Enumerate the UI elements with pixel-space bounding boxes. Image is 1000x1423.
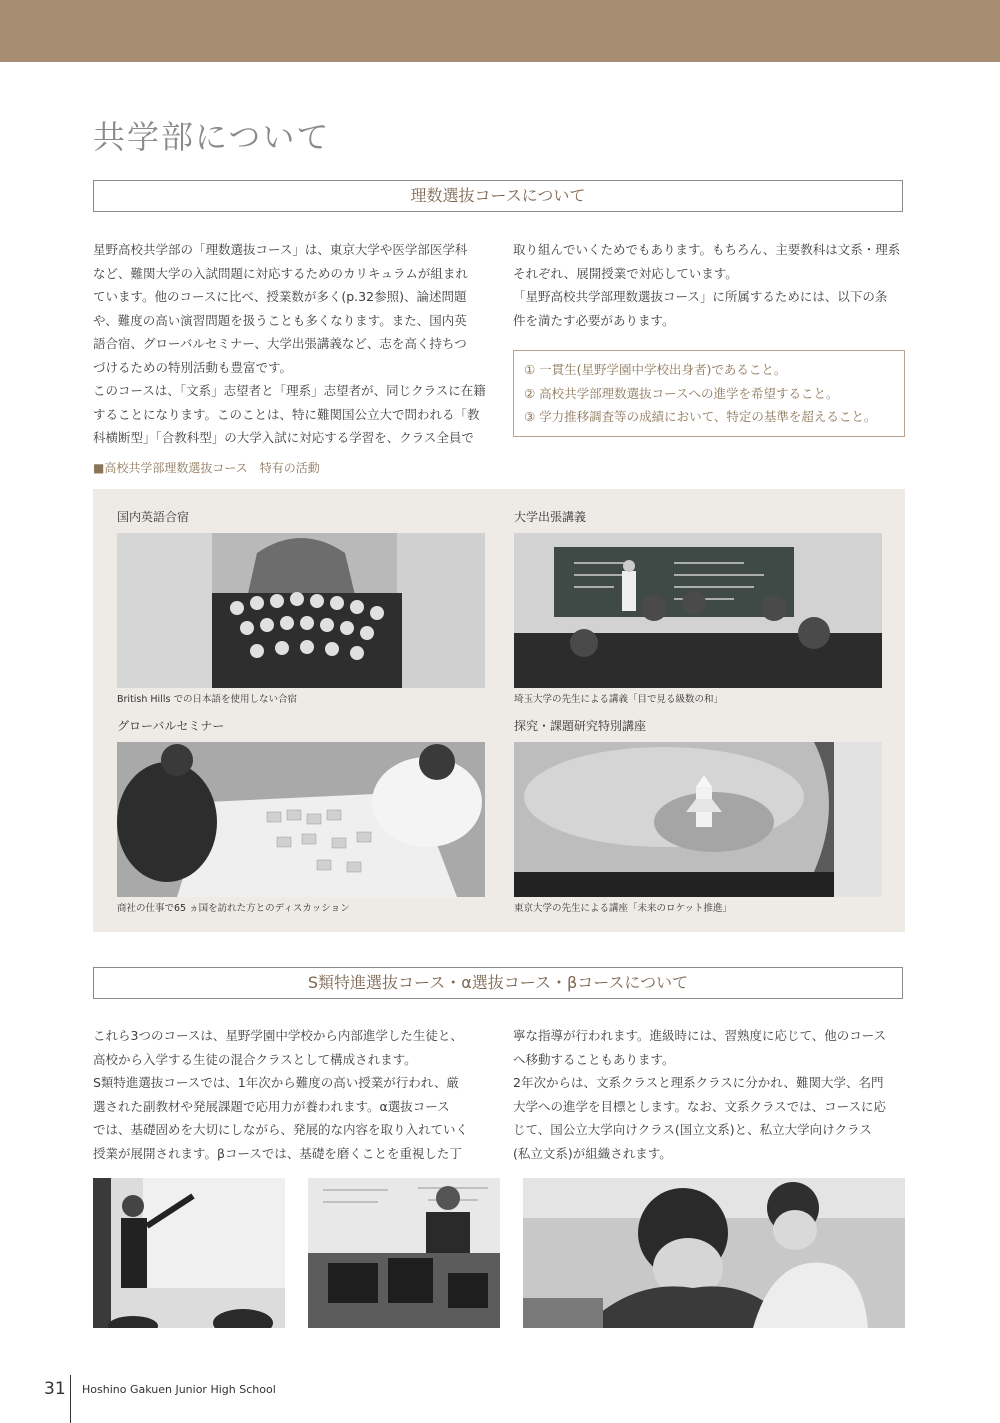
- photo-students-studying: [523, 1178, 905, 1328]
- text-line: 授業が展開されます。βコースでは、基礎を磨くことを重視した丁: [93, 1145, 462, 1161]
- page-title: 共学部について: [93, 118, 331, 156]
- activities-heading: ■高校共学部理数選抜コース 特有の活動: [93, 461, 320, 475]
- text-line: このコースは、「文系」志望者と「理系」志望者が、同じクラスに在籍: [93, 383, 486, 398]
- text-line: づけるための特別活動も豊富です。: [93, 359, 293, 375]
- text-line: これら3つのコースは、星野学園中学校から内部進学した生徒と、: [93, 1028, 463, 1043]
- section-heading-other-courses: S類特進選抜コース・α選抜コース・βコースについて: [93, 967, 903, 999]
- page-number: 31: [44, 1379, 66, 1399]
- conditions-box: [513, 350, 905, 437]
- text-line: へ移動することもあります。: [513, 1051, 675, 1067]
- text-line: じて、国公立大学向けクラス(国立文系)と、私立大学向けクラス: [513, 1122, 872, 1137]
- footer-school-name: Hoshino Gakuen Junior High School: [82, 1383, 276, 1396]
- text-line: 高校から入学する生徒の混合クラスとして構成されます。: [93, 1051, 417, 1067]
- text-line: それぞれ、展開授業で対応しています。: [513, 265, 738, 281]
- section-heading-science-course: 理数選抜コースについて: [93, 180, 903, 212]
- text-line: 「星野高校共学部理数選抜コース」に所属するためには、以下の条: [513, 289, 888, 304]
- caption-global-seminar: 商社の仕事で65 ヵ国を訪れた方とのディスカッション: [117, 903, 350, 914]
- text-line: することになります。このことは、特に難関国公立大で問われる「教: [93, 406, 480, 422]
- text-line: 科横断型」「合教科型」の大学入試に対応する学習を、クラス全員で: [93, 430, 474, 445]
- caption-university-lecture: 埼玉大学の先生による講義「目で見る級数の和」: [514, 694, 724, 705]
- text-line: 件を満たす必要があります。: [513, 312, 675, 328]
- text-line: 星野高校共学部の「理数選抜コース」は、東京大学や医学部医学科: [93, 242, 468, 257]
- text-line: 大学への進学を目標とします。なお、文系クラスでは、コースに応: [513, 1098, 887, 1114]
- text-line: や、難度の高い演習問題を扱うことも多くなります。また、国内英: [93, 312, 467, 328]
- other-courses-text-right: [513, 1024, 908, 1165]
- photo-classroom-teacher-1: [93, 1178, 285, 1328]
- photo-university-lecture: [514, 533, 882, 688]
- activity-label-research-course: 探究・課題研究特別講座: [514, 719, 647, 733]
- footer-divider: [70, 1375, 71, 1423]
- text-line: ています。他のコースに比べ、授業数が多く(p.32参照)、論述問題: [93, 289, 467, 304]
- science-course-text-left: [93, 238, 493, 450]
- activity-label-english-camp: 国内英語合宿: [117, 510, 190, 524]
- photo-english-camp: [117, 533, 485, 688]
- condition-item: ③ 学力推移調査等の成績において、特定の基準を超えること。: [524, 409, 877, 424]
- text-line: 選された副教材や発展課題で応用力が養われます。α選抜コース: [93, 1098, 450, 1114]
- text-line: 取り組んでいくためでもあります。もちろん、主要教科は文系・理系: [513, 242, 901, 257]
- text-line: 寧な指導が行われます。進級時には、習熟度に応じて、他のコース: [513, 1028, 887, 1043]
- activity-label-university-lecture: 大学出張講義: [514, 510, 587, 524]
- header-band: [0, 0, 1000, 62]
- photo-classroom-teacher-2: [308, 1178, 500, 1328]
- caption-english-camp: British Hills での日本語を使用しない合宿: [117, 694, 297, 705]
- activities-panel: [93, 489, 905, 932]
- photo-research-course: [514, 742, 882, 897]
- text-line: など、難関大学の入試問題に対応するためのカリキュラムが組まれ: [93, 265, 468, 281]
- science-course-text-right: [513, 238, 908, 332]
- condition-item: ② 高校共学部理数選抜コースへの進学を希望すること。: [524, 385, 839, 401]
- text-line: 2年次からは、文系クラスと理系クラスに分かれ、難関大学、名門: [513, 1075, 884, 1090]
- activity-label-global-seminar: グローバルセミナー: [117, 719, 225, 733]
- photo-global-seminar: [117, 742, 485, 897]
- text-line: 語合宿、グローバルセミナー、大学出張講義など、志を高く持ちつ: [93, 336, 467, 351]
- text-line: (私立文系)が組織されます。: [513, 1145, 672, 1161]
- text-line: S類特進選抜コースでは、1年次から難度の高い授業が行われ、厳: [93, 1075, 460, 1090]
- text-line: では、基礎固めを大切にしながら、発展的な内容を取り入れていく: [93, 1122, 469, 1137]
- other-courses-text-left: [93, 1024, 493, 1165]
- caption-research-course: 東京大学の先生による講座「未来のロケット推進」: [514, 903, 733, 914]
- condition-item: ① 一貫生(星野学園中学校出身者)であること。: [524, 362, 787, 377]
